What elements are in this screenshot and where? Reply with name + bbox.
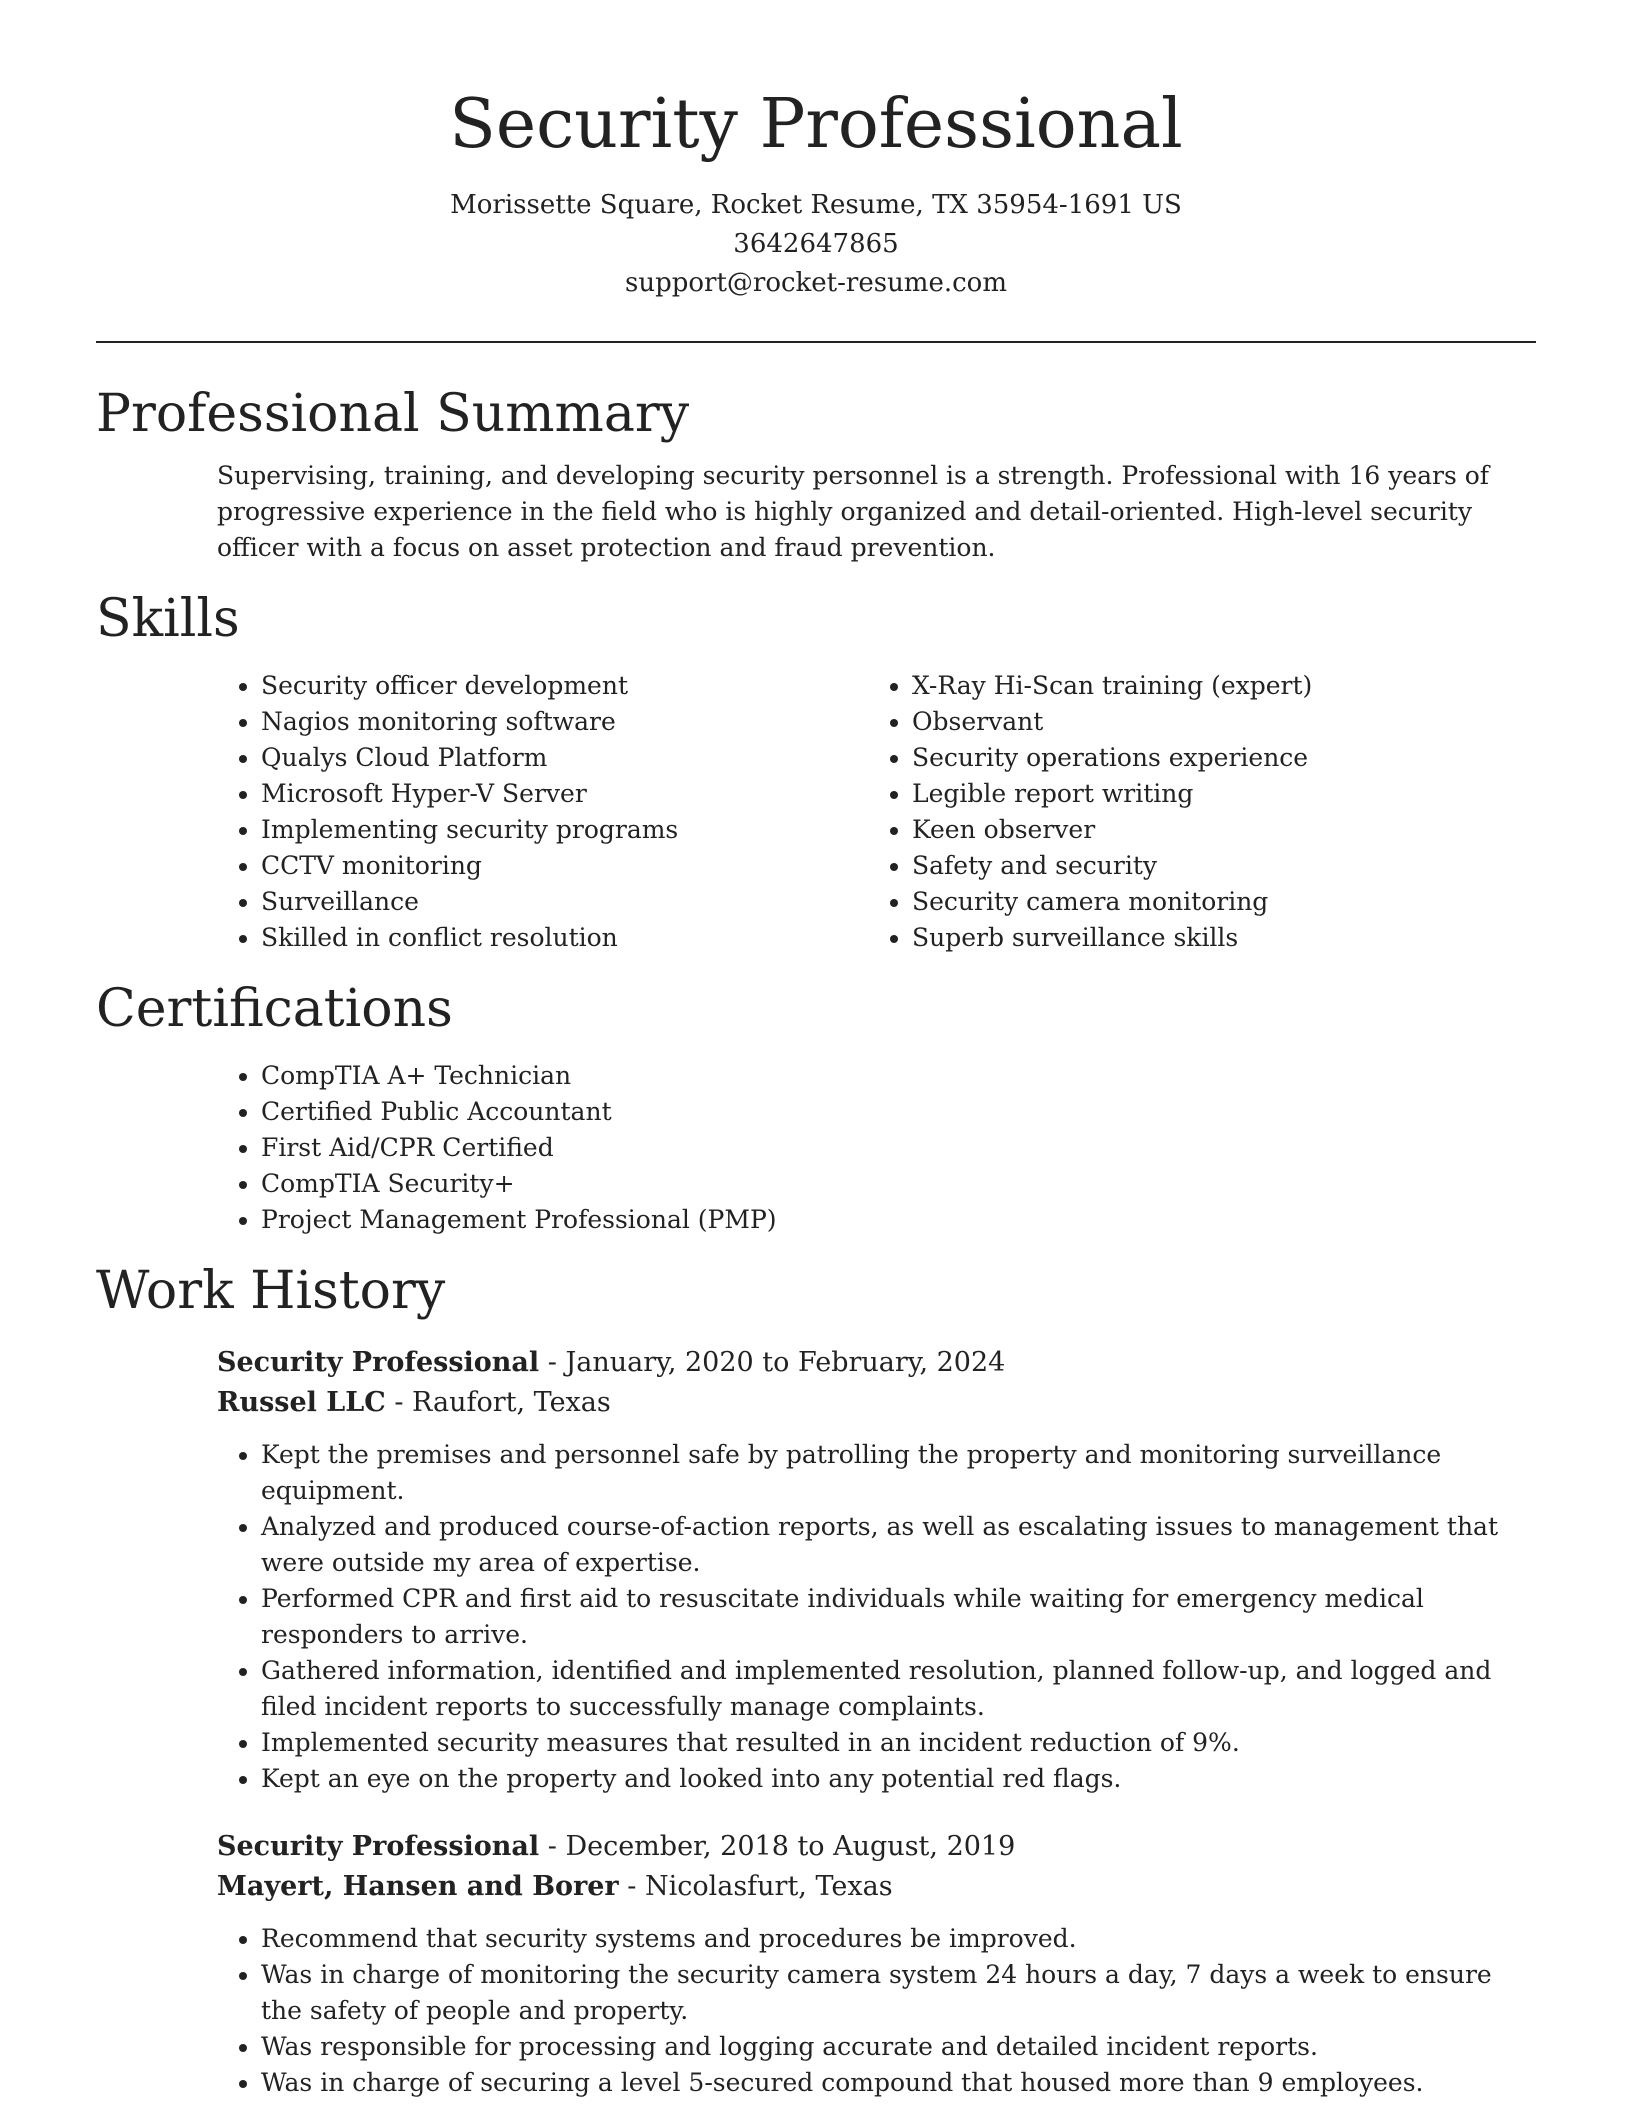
job-title: Security Professional bbox=[217, 1830, 540, 1862]
skill-item: • Keen observer bbox=[912, 812, 1312, 848]
job-duty-item: • Performed CPR and first aid to resuscitate individuals while waiting for emergency medical responders to arrive. bbox=[261, 1581, 1536, 1653]
job-entry bbox=[96, 1343, 1536, 1797]
job-location: - Nicolasfurt, Texas bbox=[618, 1870, 893, 1902]
candidate-name: Security Professional bbox=[449, 85, 1183, 164]
skills-heading: Skills bbox=[96, 588, 240, 649]
certification-item: • Project Management Professional (PMP) bbox=[261, 1202, 1536, 1238]
job-dates: - December, 2018 to August, 2019 bbox=[539, 1830, 1016, 1862]
skill-item: • Skilled in conflict resolution bbox=[261, 920, 748, 956]
job-duties-list bbox=[217, 1921, 1536, 2101]
work-history-heading: Work History bbox=[96, 1261, 446, 1322]
skill-item: • Superb surveillance skills bbox=[912, 920, 1312, 956]
skills-section bbox=[96, 588, 1536, 956]
skill-item: • CCTV monitoring bbox=[261, 848, 748, 884]
job-duty-item: • Kept the premises and personnel safe by patrolling the property and monitoring surveillance equipment. bbox=[261, 1437, 1536, 1509]
job-title-line bbox=[217, 1343, 1536, 1383]
skill-item: • Microsoft Hyper-V Server bbox=[261, 776, 748, 812]
certification-item: • CompTIA Security+ bbox=[261, 1166, 1536, 1202]
certifications-section bbox=[96, 978, 1536, 1238]
contact-address: Morissette Square, Rocket Resume, TX 35954-1691 US bbox=[450, 190, 1182, 221]
skill-item: • Security camera monitoring bbox=[912, 884, 1312, 920]
job-duties-list bbox=[217, 1437, 1536, 1797]
job-duty-item: • Implemented security measures that resulted in an incident reduction of 9%. bbox=[261, 1725, 1536, 1761]
contact-phone: 3642647865 bbox=[733, 229, 899, 260]
job-duty-item: • Recommend that security systems and procedures be improved. bbox=[261, 1921, 1536, 1957]
job-title: Security Professional bbox=[217, 1346, 540, 1378]
job-company: Russel LLC bbox=[217, 1386, 386, 1418]
resume-header bbox=[96, 0, 1536, 303]
job-location: - Raufort, Texas bbox=[385, 1386, 611, 1418]
job-entry bbox=[96, 1827, 1536, 2101]
certification-item: • First Aid/CPR Certified bbox=[261, 1130, 1536, 1166]
certifications-heading: Certifications bbox=[96, 978, 453, 1039]
summary-section bbox=[96, 383, 1536, 565]
header-divider bbox=[96, 341, 1536, 343]
skill-item: • Nagios monitoring software bbox=[261, 704, 748, 740]
skill-item: • Legible report writing bbox=[912, 776, 1312, 812]
skill-item: • Surveillance bbox=[261, 884, 748, 920]
certification-item: • CompTIA A+ Technician bbox=[261, 1058, 1536, 1094]
skill-item: • Security officer development bbox=[261, 668, 748, 704]
skills-columns bbox=[96, 668, 1536, 956]
job-dates: - January, 2020 to February, 2024 bbox=[539, 1346, 1006, 1378]
skill-item: • Safety and security bbox=[912, 848, 1312, 884]
job-company: Mayert, Hansen and Borer bbox=[217, 1870, 619, 1902]
certification-item: • Certified Public Accountant bbox=[261, 1094, 1536, 1130]
contact-email: support@rocket-resume.com bbox=[624, 268, 1007, 299]
summary-text: Supervising, training, and developing security personnel is a strength. Professional with 16 years of progressive experience in the field who is highly organized and detail-oriented. High-level security officer with a focus on asset protection and fraud prevention. bbox=[217, 460, 1490, 562]
skill-item: • Observant bbox=[912, 704, 1312, 740]
job-duty-item: • Kept an eye on the property and looked into any potential red flags. bbox=[261, 1761, 1536, 1797]
job-duty-item: • Was in charge of monitoring the security camera system 24 hours a day, 7 days a week to ensure the safety of people and property. bbox=[261, 1957, 1536, 2029]
certifications-list bbox=[96, 1058, 1536, 1238]
summary-heading: Professional Summary bbox=[96, 384, 690, 445]
job-company-line bbox=[217, 1867, 1536, 1907]
skill-item: • X-Ray Hi-Scan training (expert) bbox=[912, 668, 1312, 704]
job-duty-item: • Analyzed and produced course-of-action reports, as well as escalating issues to management that were outside my area of expertise. bbox=[261, 1509, 1536, 1581]
job-duty-item: • Was in charge of securing a level 5-secured compound that housed more than 9 employees. bbox=[261, 2065, 1536, 2101]
skill-item: • Security operations experience bbox=[912, 740, 1312, 776]
skill-item: • Implementing security programs bbox=[261, 812, 748, 848]
job-company-line bbox=[217, 1383, 1536, 1423]
job-title-line bbox=[217, 1827, 1536, 1867]
skills-list-right bbox=[748, 668, 1312, 956]
job-duty-item: • Gathered information, identified and implemented resolution, planned follow-up, and logged and filed incident reports to successfully manage complaints. bbox=[261, 1653, 1536, 1725]
skill-item: • Qualys Cloud Platform bbox=[261, 740, 748, 776]
job-duty-item: • Was responsible for processing and logging accurate and detailed incident reports. bbox=[261, 2029, 1536, 2065]
skills-list-left bbox=[96, 668, 748, 956]
work-history-section bbox=[96, 1260, 1536, 2100]
